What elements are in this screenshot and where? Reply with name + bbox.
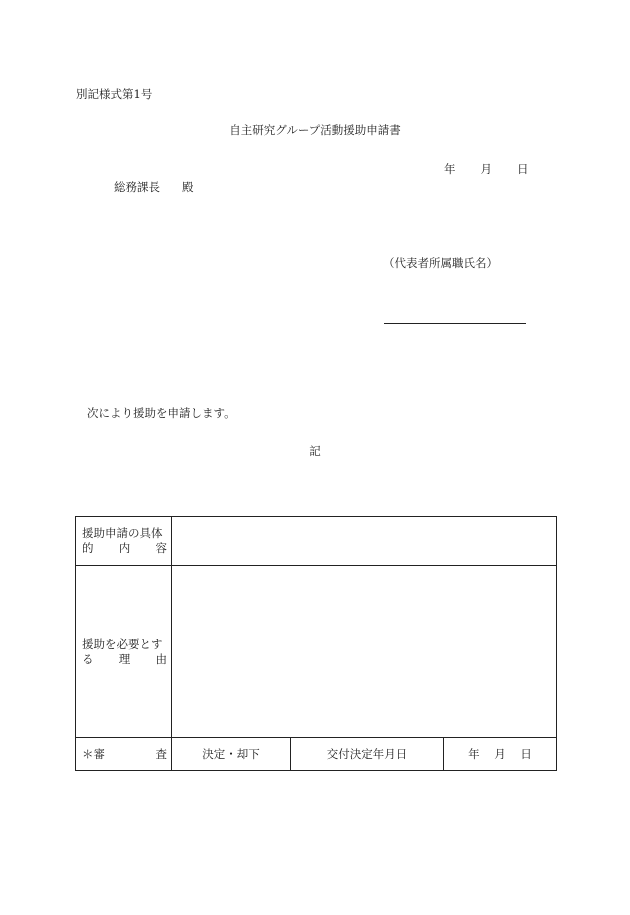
form-number: 別記様式第1号	[76, 87, 153, 101]
date-month: 月	[480, 162, 492, 176]
addressee-name: 総務課長	[114, 180, 160, 194]
table-row-details	[76, 517, 557, 566]
date-day: 日	[517, 162, 529, 176]
application-table	[75, 516, 557, 771]
representative-label: （代表者所属職氏名）	[383, 256, 498, 270]
table-row-reason	[76, 566, 557, 738]
document-title: 自主研究グループ活動援助申請書	[229, 123, 401, 137]
details-label-line1: 援助申請の具体	[82, 526, 163, 540]
decision-cell[interactable]: 決定・却下	[172, 738, 291, 771]
table-row-review	[76, 738, 557, 771]
grant-date-field[interactable]: 年 月 日	[444, 738, 557, 771]
reason-field[interactable]	[172, 566, 557, 738]
grant-date-label: 交付決定年月日	[291, 738, 444, 771]
addressee-honorific: 殿	[182, 180, 194, 194]
date-line	[444, 161, 529, 177]
addressee	[114, 179, 194, 195]
review-label: ＊審 査	[76, 738, 172, 771]
request-text: 次により援助を申請します。	[87, 406, 236, 420]
reason-label-line1: 援助を必要とす	[82, 636, 163, 651]
details-field[interactable]	[172, 517, 557, 566]
ki-mark: 記	[309, 444, 321, 458]
reason-label	[76, 566, 172, 738]
reason-label-line2: る 理 由	[82, 651, 167, 666]
details-label-line2: 的 内 容	[82, 541, 167, 555]
details-label	[76, 517, 172, 566]
signature-line[interactable]	[384, 323, 526, 324]
date-year: 年	[444, 162, 456, 176]
